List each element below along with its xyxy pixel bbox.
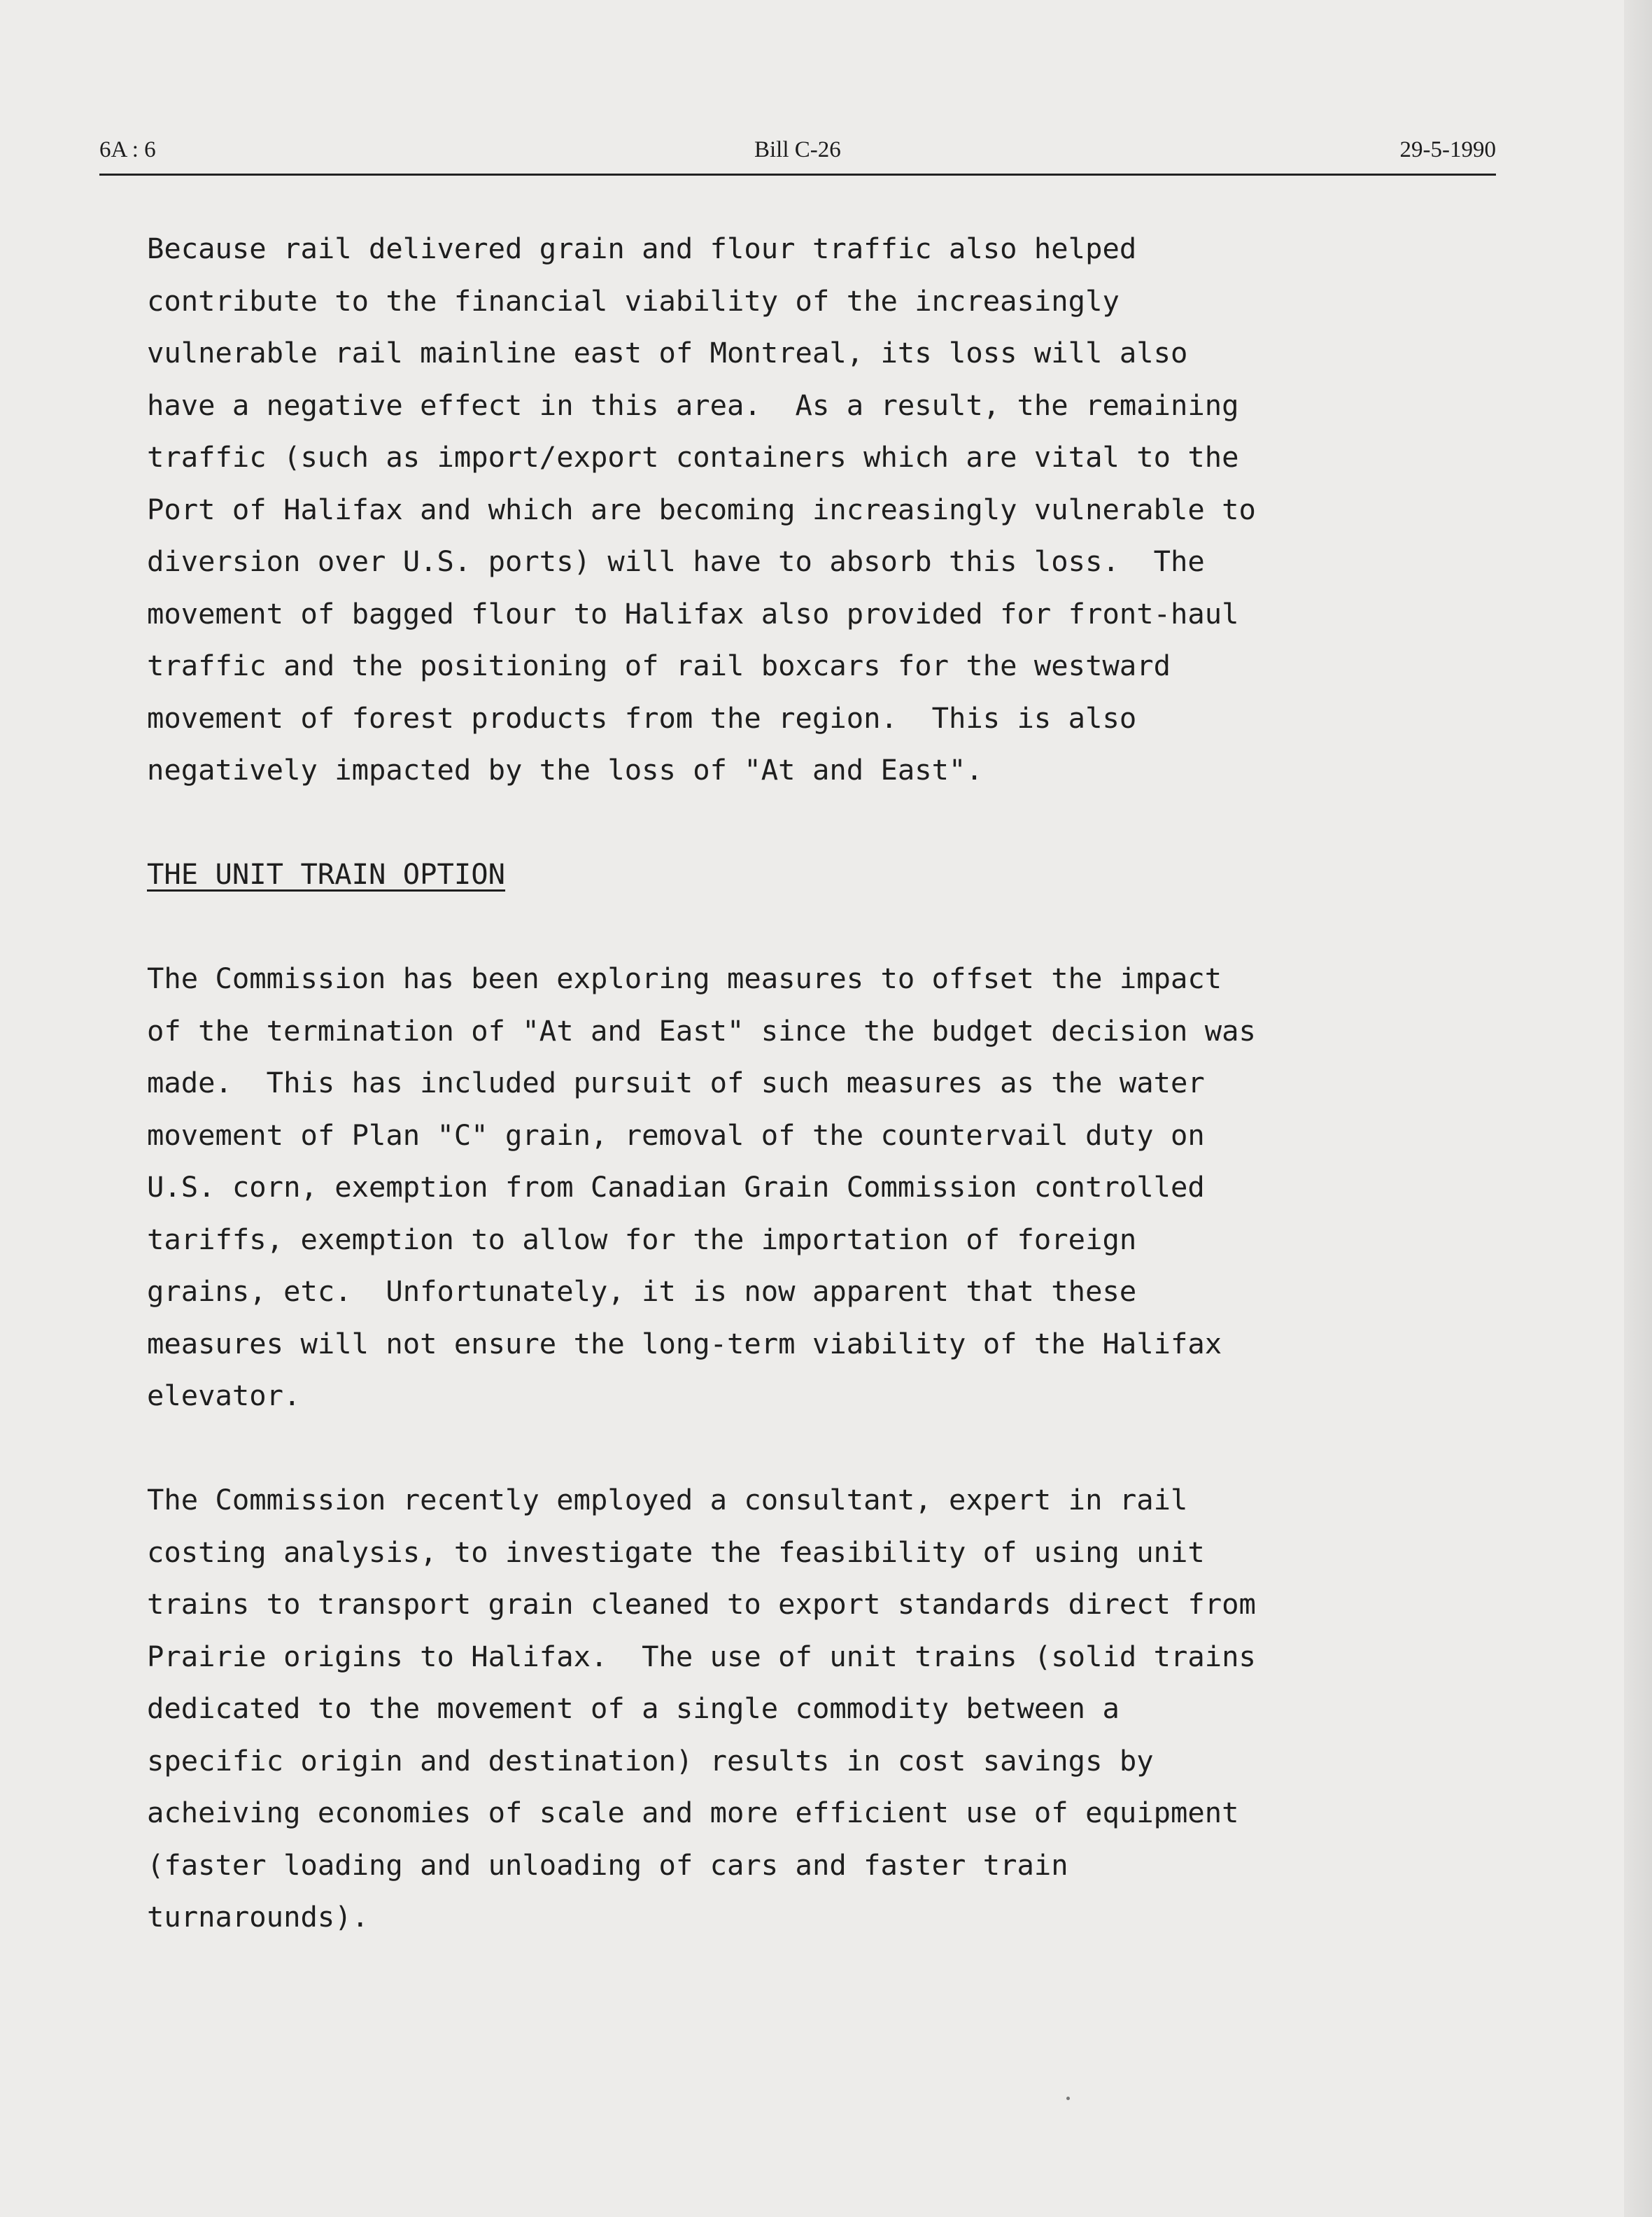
- paragraph-rail-traffic: [147, 223, 1490, 796]
- header-date: 29-5-1990: [1399, 137, 1496, 162]
- text-line: have a negative effect in this area. As a result, the remaining: [147, 388, 1239, 422]
- text-line: turnarounds).: [147, 1900, 369, 1934]
- text-line: Port of Halifax and which are becoming increasingly vulnerable to: [147, 492, 1256, 526]
- text-line: specific origin and destination) results in cost savings by: [147, 1743, 1154, 1778]
- text-line: movement of forest products from the region. This is also: [147, 701, 1137, 735]
- text-line: movement of bagged flour to Halifax also provided for front-haul: [147, 596, 1239, 631]
- text-line: Because rail delivered grain and flour traffic also helped: [147, 232, 1137, 265]
- text-line: measures will not ensure the long-term viability of the Halifax: [147, 1326, 1222, 1360]
- section-heading: THE UNIT TRAIN OPTION: [147, 857, 506, 891]
- text-line: traffic and the positioning of rail boxcars for the westward: [147, 649, 1171, 682]
- paragraph-spacer: [147, 901, 1490, 953]
- text-line: diversion over U.S. ports) will have to absorb this loss. The: [147, 544, 1205, 578]
- text-line: vulnerable rail mainline east of Montreal, its loss will also: [147, 336, 1188, 370]
- text-line: (faster loading and unloading of cars and faster train: [147, 1848, 1068, 1882]
- bill-title: Bill C-26: [754, 137, 841, 162]
- text-line: Prairie origins to Halifax. The use of unit trains (solid trains: [147, 1639, 1256, 1673]
- paragraph-spacer: [147, 796, 1490, 849]
- text-line: The Commission has been exploring measures to offset the impact: [147, 962, 1222, 995]
- text-line: The Commission recently employed a consultant, expert in rail: [147, 1483, 1188, 1516]
- scan-speck: [1066, 2097, 1070, 2100]
- text-line: grains, etc. Unfortunately, it is now apparent that these: [147, 1274, 1137, 1308]
- text-line: acheiving economies of scale and more efficient use of equipment: [147, 1796, 1239, 1829]
- text-line: contribute to the financial viability of the increasingly: [147, 283, 1120, 318]
- page-header: [99, 137, 1496, 172]
- paragraph-commission-measures: [147, 952, 1490, 1422]
- page-edge-shadow: [1624, 0, 1652, 2217]
- page-reference: 6A : 6: [99, 137, 156, 162]
- paragraph-spacer: [147, 1422, 1490, 1475]
- paragraph-unit-trains: [147, 1474, 1490, 1943]
- text-line: elevator.: [147, 1379, 301, 1412]
- text-line: of the termination of "At and East" since the budget decision was: [147, 1013, 1256, 1048]
- text-line: costing analysis, to investigate the feasibility of using unit: [147, 1535, 1205, 1569]
- document-body: [147, 223, 1490, 1943]
- text-line: traffic (such as import/export containers which are vital to the: [147, 440, 1239, 474]
- text-line: made. This has included pursuit of such measures as the water: [147, 1066, 1205, 1099]
- text-line: movement of Plan "C" grain, removal of the countervail duty on: [147, 1118, 1205, 1152]
- header-rule: [99, 174, 1496, 176]
- section-heading-row: [147, 848, 1490, 901]
- text-line: trains to transport grain cleaned to export standards direct from: [147, 1587, 1256, 1621]
- text-line: U.S. corn, exemption from Canadian Grain Commission controlled: [147, 1170, 1205, 1204]
- text-line: dedicated to the movement of a single commodity between a: [147, 1691, 1120, 1725]
- text-line: negatively impacted by the loss of "At and East".: [147, 753, 983, 787]
- text-line: tariffs, exemption to allow for the importation of foreign: [147, 1222, 1137, 1256]
